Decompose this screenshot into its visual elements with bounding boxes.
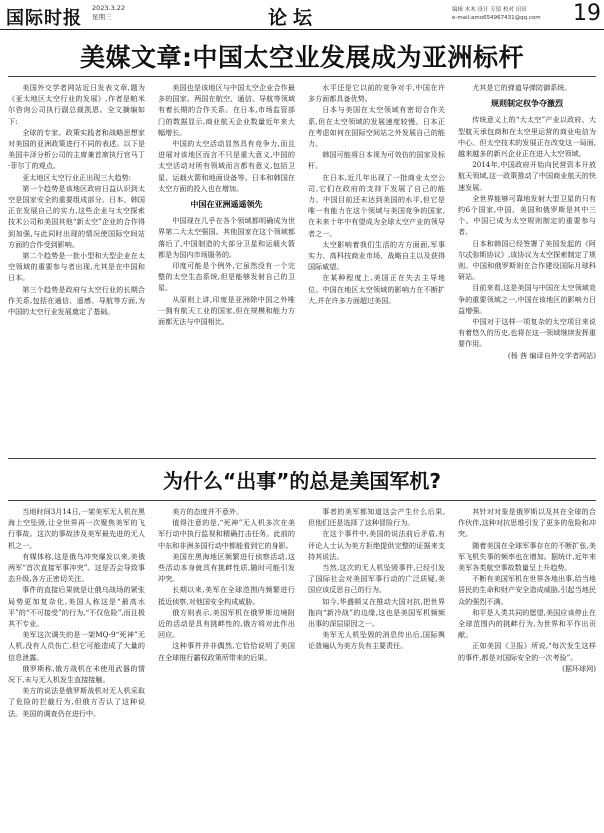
article1-headline: 美媒文章:中国太空业发展成为亚洲标杆 [80, 43, 524, 72]
editor-credits [452, 6, 541, 22]
paragraph: 当地时间3月14日,一架美军无人机在黑海上空坠毁,让全世界再一次聚焦美军的飞行事故。这次的事故涉及美军最先进的无人机之一。 [8, 507, 145, 550]
paragraph: 美方的态度并不意外。 [172, 507, 244, 516]
paragraph: 当然,这次的无人机坠毁事件,已经引发了国际社会对美国军事行动的广泛质疑,美国应该反思自己的行为。 [308, 563, 445, 595]
paragraph: 长期以来,美军在全球范围内频繁进行抵近侦察,对他国安全构成威胁。 [158, 585, 295, 606]
article1-column-1 [8, 82, 145, 454]
paragraph: 美国在黑海地区频繁进行侦察活动,这些活动本身就具有挑衅性质,随时可能引发冲突。 [158, 551, 295, 584]
paragraph: 美军这次调失的是一架MQ-9“死神”无人机,没有人员伤亡,但它可能造成了大量的信息泄露。 [8, 630, 145, 662]
article2-column-1 [8, 506, 145, 828]
paragraph: 正如美国《卫报》所说,“每次发生这样的事件,都是对国际安全的一次考验”。 [458, 641, 596, 662]
paragraph: 太空影响着我们生活的方方面面,军事实力、高科技商业市场、战略自主以及获得国际威望。 [308, 239, 445, 272]
paragraph: 美方的说法是俄罗斯战机对无人机采取了危险的拦截行为,但俄方否认了这种说法。美国的调查仍在进行中。 [8, 686, 145, 718]
paragraph: 全世界能够可靠地发射大型卫星的只有约6个国家,中国、美国和俄罗斯是其中三个。中国已成为太空规则制定的重要参与者。 [458, 193, 596, 237]
paragraph: 随着美国在全球军事存在的不断扩张,美军飞机失事的频率也在增加。据统计,近年来美军各类航空事故数量呈上升趋势。 [458, 540, 596, 573]
paragraph: 从原则上讲,印度是亚洲除中国之外唯一拥有航天工业的国家,但在规模和能力方面都无法与中国相比。 [158, 294, 295, 327]
paragraph: 中国的太空活动显然具有竞争力,而且进展对该地区而言不只是重大意义,中国的太空活动对所有领域而言都有意义,包括卫星、运载火箭和地面设备等。日本和韩国在太空方面的投入也在增加。 [158, 139, 295, 193]
paragraph: 第二个趋势是一批小型和大型企业在太空领域的重要参与者出现,尤其是在中国和日本。 [8, 251, 145, 283]
paragraph: 日本与美国在太空领域有密切合作关系,但在太空领域的发展速度较慢。日本正在考虑如何在国际空间站之外发展自己的能力。 [308, 105, 445, 149]
paragraph: 2014年,中国政府开始向民营资本开放航天领域,这一政策推动了中国商业航天的快速发展。 [458, 160, 596, 192]
paragraph: 值得注意的是,“死神”无人机多次在美军行动中执行监视和精确打击任务。此前的中东和非洲多国行动中都能看到它的身影。 [158, 518, 295, 550]
newspaper-logo: 国际时报 [6, 8, 82, 29]
paragraph: 印度可能是个例外,它虽然没有一个完整的太空生态系统,但是能够发射自己的卫星。 [158, 261, 295, 293]
paragraph: 事件的直接后果就是让俄乌战场的紧张局势更加复杂化,美国人称这是“最高水平”的“不可接受”的行为,“不仅危险”,而且极其不专业。 [8, 585, 145, 629]
paragraph: 亚太地区太空行业正出现三大趋势: [22, 172, 131, 182]
paragraph: 中国现在几乎在各个领域都明确成为世界第二大太空强国。其他国家在这个领域都落后了,中国制造的大部分卫星和运载火箭都是为国内市场服务的。 [158, 216, 295, 259]
paragraph: 水平还是它以前的竞争对手,中国在许多方面都具备优势。 [308, 83, 445, 104]
page-number: 19 [573, 1, 601, 26]
paragraph: 目前来看,这是美国与中国在太空领域竞争的重要领域之一,中国在该地区的影响力日益增强。 [458, 283, 596, 315]
paragraph: 如今,华盛顿又在推动大国对抗,把世界拖向“新冷战”的边缘,这也是美国军机频频出事的深层原因之一。 [308, 596, 445, 629]
paragraph: 第一个趋势是该地区政府日益认识到太空是国家安全的重要组成部分。日本、韩国正在发展自己的实力,这些企业与太空探索技术公司和美国其他“新太空”企业的合作得到加强,与此同时出现的情况使国际空间站方面的合作受到影响。 [8, 183, 145, 249]
article1-credit: (杨 茜 编译自外交学者网站) [507, 350, 596, 360]
paragraph: 韩国可能将日本视为可效仿的国家及标杆。 [308, 150, 445, 171]
paragraph: 其针对对象是俄罗斯以及其在全球的合作伙伴,这种对抗思维引发了更多的危险和冲突。 [458, 507, 596, 539]
paragraph: 美军无人机坠毁的消息传出后,国际舆论普遍认为美方负有主要责任。 [308, 630, 445, 651]
section-title: 论坛 [268, 7, 319, 29]
article2-column-2 [158, 506, 295, 828]
paragraph: 这种事件并非偶然,它恰恰说明了美国在全球推行霸权政策所带来的后果。 [158, 641, 295, 662]
paragraph: 在日本,近几年出现了一批商业太空公司,它们在政府的支持下发展了自己的能力。中国目前还未达到美国的水平,但它是唯一有能力在这个领域与美国竞争的国家,在未来十年中有望成为全球太空产业的领导者之一。 [308, 172, 445, 238]
paragraph: 传统意义上的“大太空”产业以政府、大型航天承包商和在太空里运营的商业电信为中心。但太空技术的发展正在改变这一局面,越来越多的新兴企业正在进入太空领域。 [458, 115, 596, 159]
paragraph: 事者的美军都知道这会产生什么后果,但他们还是选择了这种冒险行为。 [308, 507, 445, 528]
paragraph: 俄罗斯称,俄方战机在未使用武器的情况下,未与无人机发生直接接触。 [8, 663, 145, 685]
article2-credit: (据环球网) [562, 663, 596, 673]
article2-column-3 [308, 506, 445, 828]
subheading: 规则制定权争夺激烈 [491, 99, 563, 109]
paragraph: 美国也是该地区与中国太空企业合作最多的国家。两国在航空、通信、导航等领域有着长期的合作关系。在日本,市场监管部门的数据显示,商业航天企业数量近年来大幅增长。 [158, 83, 295, 137]
paragraph: 在某种程度上,美国正在失去主导地位。中国在地区太空领域的影响力在不断扩大,并在许多方面超过美国。 [308, 273, 445, 305]
article2-column-4 [458, 506, 596, 828]
issue-info [92, 4, 125, 22]
paragraph: 尤其是它的弹道导弹防御系统。 [472, 83, 572, 92]
masthead [0, 0, 604, 30]
divider [8, 458, 596, 459]
paragraph: 全球的专家、政策实践者和战略思想家对美国的亚洲政策进行不同的表述。以下是美国丰泽分析公司的主席兼首席执行官马丁·菲尔丁的观点。 [8, 127, 145, 171]
email-line: e-mail:amo654967431@qq.com [452, 15, 541, 21]
issue-weekday: 星期三 [92, 13, 112, 21]
editors-line: 编辑 木木 设计 专留 校对 田田 [452, 7, 527, 13]
paragraph: 在这个事件中,美国的说法前后矛盾,有评论人士认为美方拒绝提供完整的证据来支持其说法。 [308, 529, 445, 561]
article2-headline: 为什么“出事”的总是美国军机? [163, 469, 441, 493]
divider [8, 76, 596, 77]
subheading: 中国在亚洲遥遥领先 [190, 200, 263, 210]
article1-column-3 [308, 82, 445, 454]
paragraph: 有媒体称,这是俄乌冲突爆发以来,美俄两军“首次直接军事冲突”。这是否会导致事态升级,各方正密切关注。 [8, 551, 145, 584]
article1-column-4 [458, 82, 596, 454]
paragraph: 和平是人类共同的愿望,美国应该停止在全球范围内的挑衅行为,为世界和平作出贡献。 [458, 607, 596, 640]
paragraph: 中国对于这样一项复杂的太空项目来说有着悠久的历史,也将在这一领域继续发挥重要作用。 [458, 317, 596, 349]
paragraph: 俄方则表示,美国军机在俄罗斯边境附近的活动是具有挑衅性的,俄方将对此作出回应。 [158, 607, 295, 640]
paragraph: 不断有美国军机在世界各地出事,给当地居民的生命和财产安全造成威胁,引起当地民众的强烈不满。 [458, 574, 596, 606]
issue-date: 2023.3.22 [92, 4, 126, 12]
divider [8, 500, 596, 501]
article1-column-2 [158, 82, 295, 454]
paragraph: 美国外交学者网站近日发表文章,题为《亚太地区太空行业的发展》,作者是帕米尔咨询公司执行副总裁凯恩。全文摘编如下: [8, 83, 145, 126]
paragraph: 日本和韩国已经签署了美国发起的《阿尔忒弥斯协议》,该协议为太空探索制定了规则。中国和俄罗斯则在合作建设国际月球科研站。 [458, 238, 596, 282]
paragraph: 第三个趋势是政府与太空行业的长期合作关系,包括在通信、遥感、导航等方面,为中国的太空行业发展奠定了基础。 [8, 284, 145, 317]
